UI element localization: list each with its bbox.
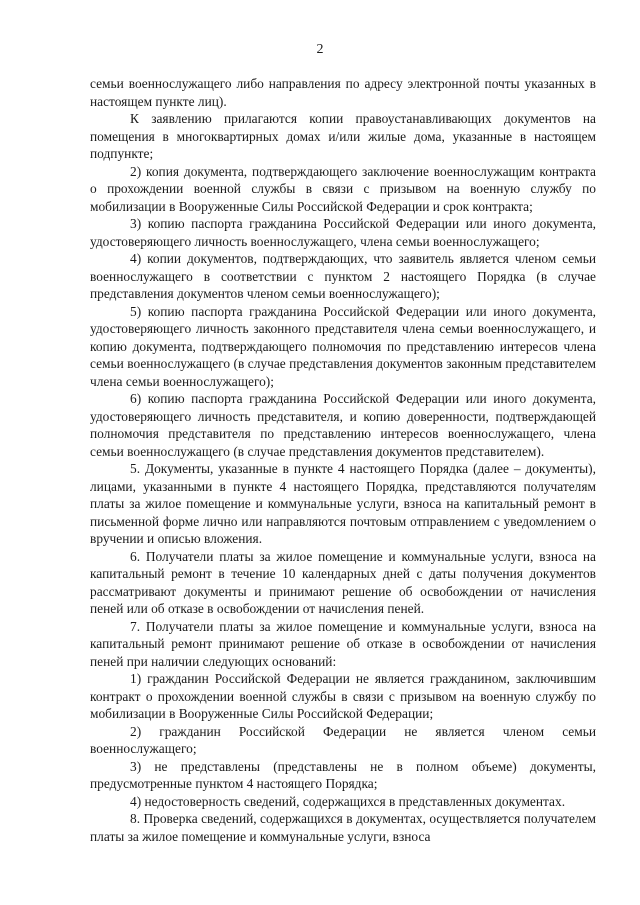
paragraph-continuation: семьи военнослужащего либо направления по адресу электронной почты указанных в настоящем пункте лиц). xyxy=(90,76,596,109)
paragraph-section-5: 5. Документы, указанные в пункте 4 настоящего Порядка (далее – документы), лицами, указанными в пункте 4 настоящего Порядка, представляются получателям платы за жилое помещение и коммунальные услуги, взноса на капитальный ремонт в письменной форме лично или направляются почтовым отправлением с уведомлением о вручении и описью вложения. xyxy=(90,461,596,546)
paragraph-refusal-4: 4) недостоверность сведений, содержащихся в представленных документах. xyxy=(130,793,566,809)
paragraph-section-8: 8. Проверка сведений, содержащихся в документах, осуществляется получателем платы за жилое помещение и коммунальные услуги, взноса xyxy=(90,811,596,844)
paragraph-refusal-3: 3) не представлены (представлены не в полном объеме) документы, предусмотренные пунктом 4 настоящего Порядка; xyxy=(90,758,596,791)
document-body xyxy=(90,75,596,845)
page-number: 2 xyxy=(316,42,324,57)
paragraph-item-3: 3) копию паспорта гражданина Российской Федерации или иного документа, удостоверяющего личность военнослужащего, члена семьи военнослужащего; xyxy=(90,216,596,249)
paragraph-section-7: 7. Получатели платы за жилое помещение и коммунальные услуги, взноса на капитальный ремонт принимают решение об отказе в освобождении от начисления пеней при наличии следующих оснований: xyxy=(90,618,596,669)
paragraph-refusal-1: 1) гражданин Российской Федерации не является гражданином, заключившим контракт о прохождении военной службы в связи с призывом на военную службу по мобилизации в Вооруженные Силы Российской Федерации; xyxy=(90,671,596,721)
paragraph-item-4: 4) копии документов, подтверждающих, что заявитель является членом семьи военнослужащего в соответствии с пунктом 2 настоящего Порядка (в случае представления документов членом семьи военнослужащего); xyxy=(90,251,596,301)
paragraph-item-5: 5) копию паспорта гражданина Российской Федерации или иного документа, удостоверяющего личность законного представителя члена семьи военнослужащего, и копию документа, подтверждающего полномочия по представлению интересов члена семьи военнослужащего (в случае представления документов законным представителем члена семьи военнослужащего); xyxy=(90,303,596,389)
paragraph-attachments: К заявлению прилагаются копии правоустанавливающих документов на помещения в многоквартирных домах и/или жилые дома, указанные в настоящем подпункте; xyxy=(90,111,596,161)
paragraph-refusal-2: 2) гражданин Российской Федерации не является членом семьи военнослужащего; xyxy=(90,723,596,756)
paragraph-item-6: 6) копию паспорта гражданина Российской Федерации или иного документа, удостоверяющего личность представителя, и копию доверенности, подтверждающей полномочия представителя по представлению интересов военнослужащего, члена семьи военнослужащего (в случае представления документов представителем). xyxy=(90,391,596,459)
paragraph-item-2: 2) копия документа, подтверждающего заключение военнослужащим контракта о прохождении военной службы в связи с призывом на военную службу по мобилизации в Вооруженные Силы Российской Федерации и срок контракта; xyxy=(90,163,596,214)
paragraph-section-6: 6. Получатели платы за жилое помещение и коммунальные услуги, взноса на капитальный ремонт в течение 10 календарных дней с даты получения документов рассматривают документы и принимают решение об освобождении от начисления пеней или об отказе в освобождении от начисления пеней. xyxy=(90,548,596,616)
